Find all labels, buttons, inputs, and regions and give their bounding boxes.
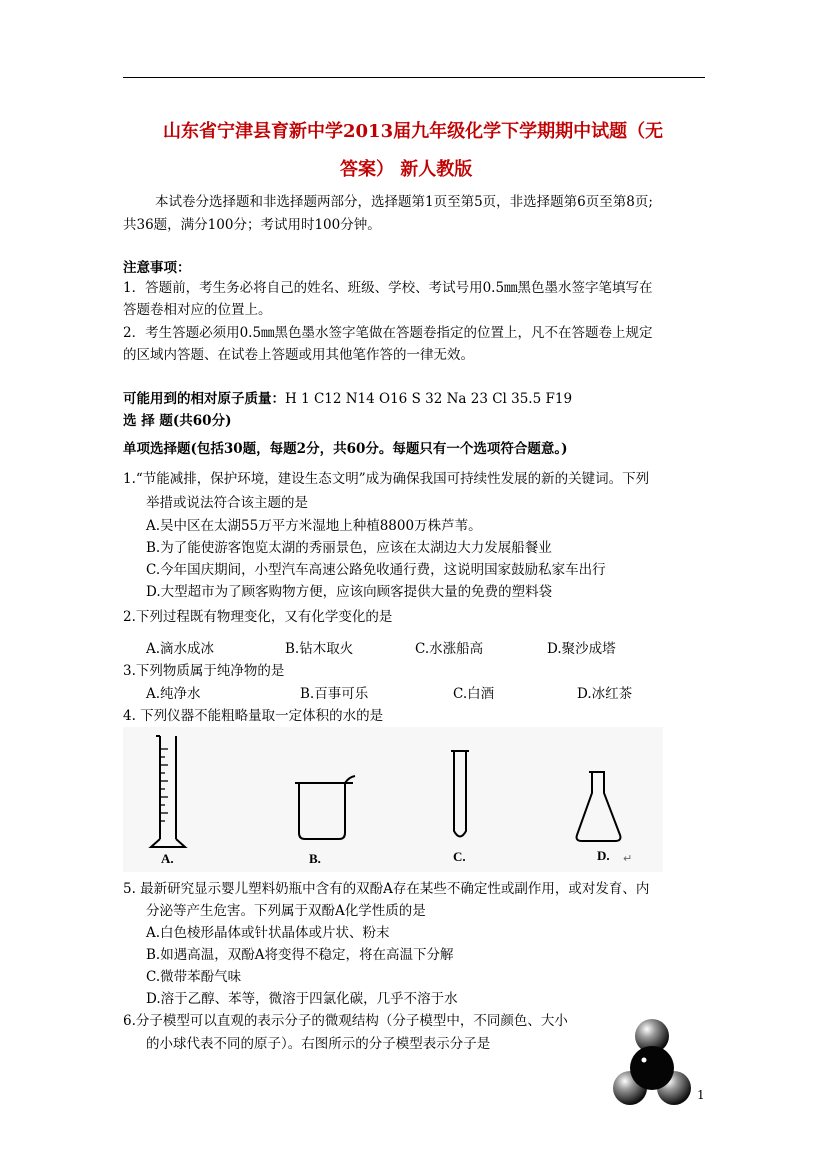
atomic-masses-label: 可能用到的相对原子质量： — [123, 391, 285, 407]
q2-option-c: C.水涨船高 — [415, 641, 484, 657]
note-1-line-2: 答题卷相对应的位置上。 — [123, 302, 272, 318]
notes-heading: 注意事项： — [123, 260, 191, 276]
q3-option-c: C.白酒 — [453, 686, 495, 702]
molecule-model-figure — [606, 1016, 698, 1108]
note-1-line-1: 1．答题前，考生务必将自己的姓名、班级、学校、考试号用0.5㎜黑色墨水签字笔填写在 — [123, 280, 653, 296]
q4-stem: 4. 下列仪器不能粗略量取一定体积的水的是 — [123, 708, 384, 724]
q6-stem-line-1: 6.分子模型可以直观的表示分子的微观结构（分子模型中，不同颜色、大小 — [123, 1013, 568, 1029]
q1-stem-line-1: 1.“节能减排，保护环境，建设生态文明”成为确保我国可持续性发展的新的关键词。下列 — [123, 471, 650, 487]
title-line-2: 答案） 新人教版 — [340, 159, 473, 180]
note-2-line-1: 2．考生答题必须用0.5㎜黑色墨水签字笔做在答题卷指定的位置上，凡不在答题卷上规定 — [123, 325, 653, 341]
q5-option-a: A.白色棱形晶体或针状晶体或片状、粉末 — [146, 925, 390, 941]
q3-stem: 3.下列物质属于纯净物的是 — [123, 663, 285, 679]
section-heading: 选 择 题(共60分) — [123, 413, 232, 429]
q3-option-b: B.百事可乐 — [300, 686, 369, 702]
intro-line-2: 共36题，满分100分；考试用时100分钟。 — [123, 217, 381, 233]
q1-option-a: A.吴中区在太湖55万平方米湿地上种植8800万株芦苇。 — [146, 518, 482, 534]
q4-label-a: A. — [161, 851, 174, 866]
q5-option-c: C.微带苯酚气味 — [146, 969, 242, 985]
figure-background — [123, 727, 663, 872]
q5-option-b: B.如遇高温，双酚A将变得不稳定，将在高温下分解 — [146, 947, 454, 963]
section-instruction: 单项选择题(包括30题，每题2分，共60分。每题只有一个选项符合题意。) — [123, 441, 568, 457]
page-number: 1 — [697, 1088, 705, 1102]
q4-label-d: D. — [597, 848, 610, 863]
q4-label-b: B. — [309, 851, 321, 866]
title-line-1: 山东省宁津县育新中学2013届九年级化学下学期期中试题（无 — [163, 121, 664, 142]
q2-option-b: B.钻木取火 — [285, 641, 354, 657]
central-atom-icon — [630, 1046, 674, 1090]
header-rule — [123, 77, 705, 78]
q2-option-a: A.滴水成冰 — [146, 641, 215, 657]
q2-stem: 2.下列过程既有物理变化，又有化学变化的是 — [123, 609, 393, 625]
q1-option-b: B.为了能使游客饱览太湖的秀丽景色，应该在太湖边大力发展船餐业 — [146, 540, 552, 556]
q4-apparatus-figure — [123, 727, 663, 872]
q6-stem-line-2: 的小球代表不同的原子）。右图所示的分子模型表示分子是 — [146, 1036, 491, 1052]
q5-stem-line-1: 5. 最新研究显示婴儿塑料奶瓶中含有的双酚A存在某些不确定性或副作用，或对发育、内 — [123, 881, 650, 897]
intro-line-1: 本试卷分选择题和非选择题两部分，选择题第1页至第5页，非选择题第6页至第8页; — [155, 194, 653, 210]
q5-stem-line-2: 分泌等产生危害。下列属于双酚A化学性质的是 — [146, 903, 426, 919]
q5-option-d: D.溶于乙醇、苯等，微溶于四氯化碳，几乎不溶于水 — [146, 991, 458, 1007]
q1-option-d: D.大型超市为了顾客购物方便，应该向顾客提供大量的免费的塑料袋 — [146, 584, 553, 600]
atomic-masses — [123, 387, 572, 407]
q3-option-a: A.纯净水 — [146, 686, 201, 702]
q3-option-d: D.冰红茶 — [577, 686, 633, 702]
q2-option-d: D.聚沙成塔 — [547, 641, 616, 657]
q1-stem-line-2: 举措或说法符合该主题的是 — [146, 495, 308, 511]
note-2-line-2: 的区域内答题、在试卷上答题或用其他笔作答的一律无效。 — [123, 347, 474, 363]
q1-option-c: C.今年国庆期间，小型汽车高速公路免收通行费，这说明国家鼓励私家车出行 — [146, 562, 606, 578]
q4-label-c: C. — [453, 849, 466, 864]
central-atom-highlight — [642, 1058, 647, 1063]
return-mark: ↵ — [623, 852, 633, 865]
atomic-masses-values: H 1 C12 N14 O16 S 32 Na 23 Cl 35.5 F19 — [285, 391, 573, 407]
